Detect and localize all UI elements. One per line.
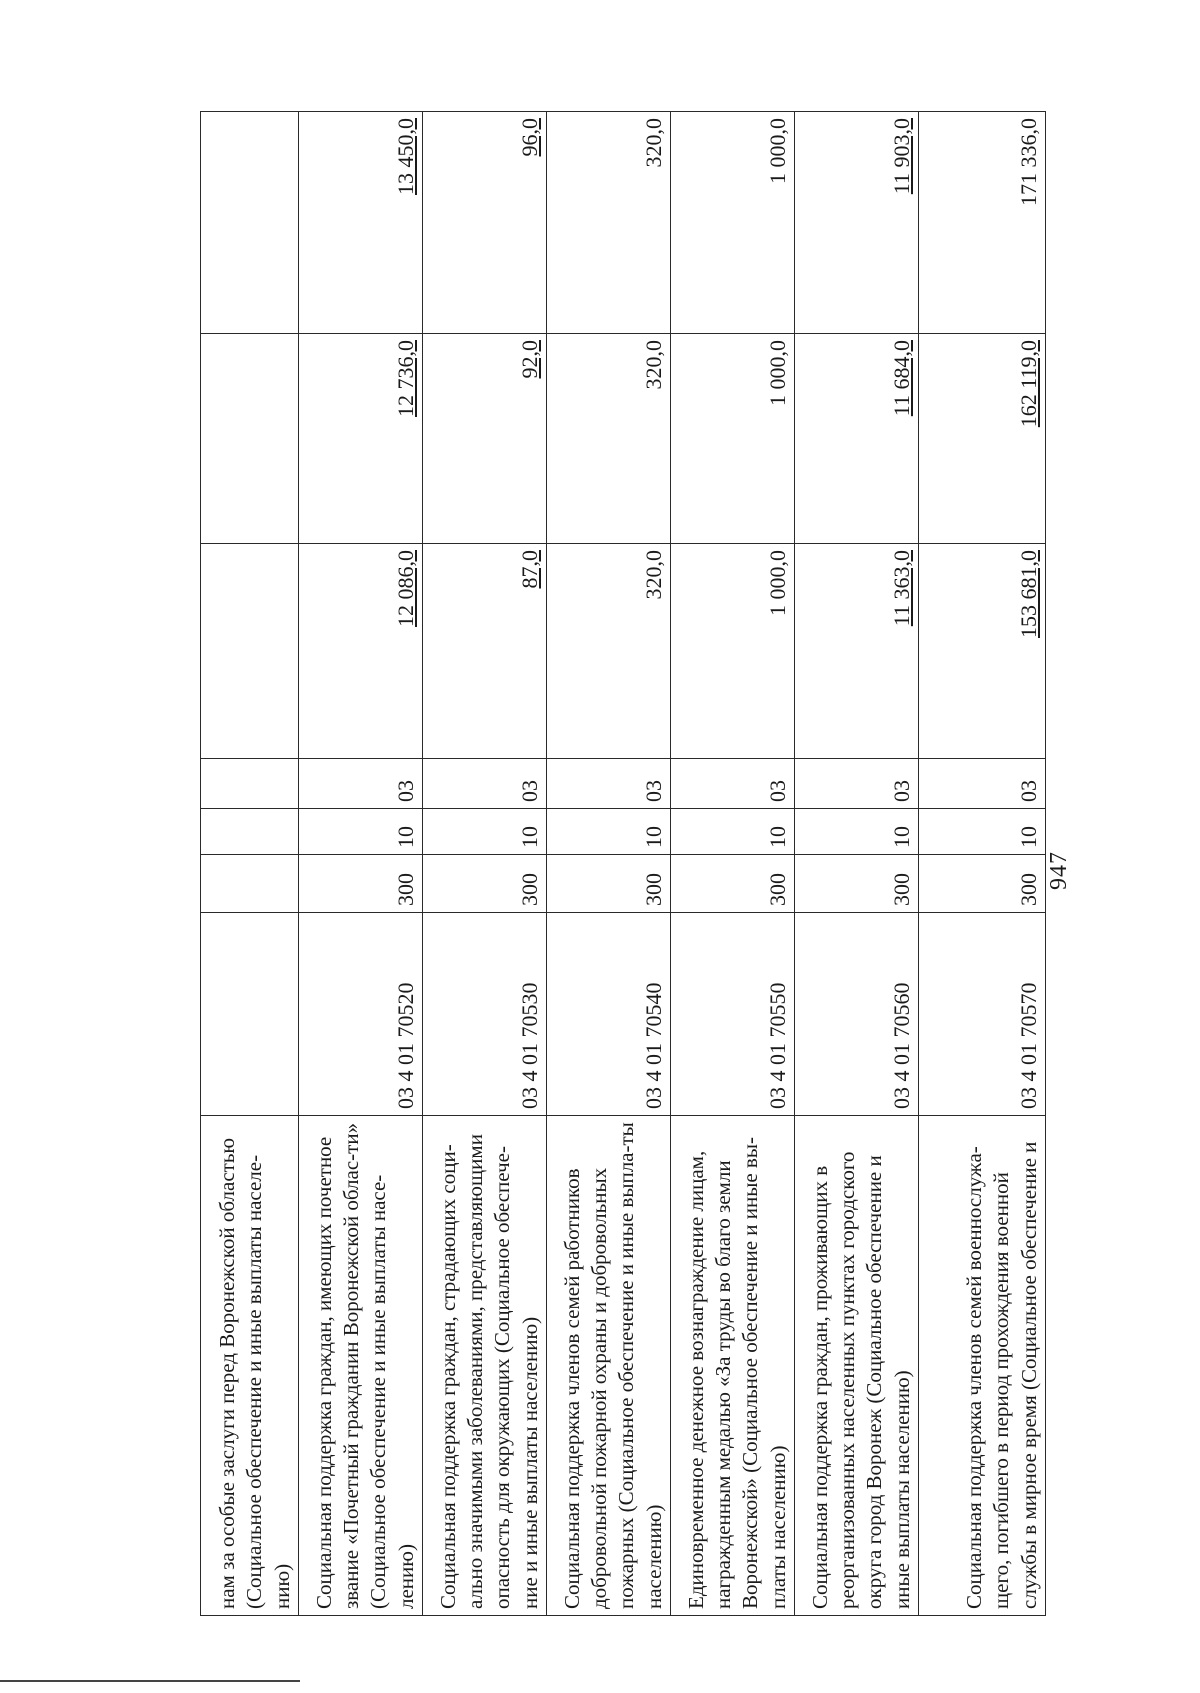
- row-name: Социальная поддержка граждан, страдающих соци-ально значимыми заболеваниями, представляющими опасность для окружающих (Социальное обеспече-ние и иные выплаты населению): [423, 1116, 547, 1616]
- program-code: 03 4 01 70570: [919, 913, 1046, 1116]
- program-code: 03 4 01 70560: [795, 913, 919, 1116]
- expense-type: 300: [671, 855, 795, 913]
- amount-year-2: 162 119,0: [919, 334, 1046, 544]
- page-number: 947: [1046, 851, 1072, 890]
- subsection: 03: [795, 759, 919, 809]
- rotated-table-container: [200, 112, 1045, 1616]
- row-name: Социальная поддержка членов семей военнослужа-щего, погибшего в период прохождения военной службы в мирное время (Социальное обеспечение и: [919, 1116, 1046, 1616]
- expense-type: 300: [423, 855, 547, 913]
- table-row: [919, 112, 1046, 1616]
- subsection: [201, 759, 299, 809]
- expense-type: 300: [547, 855, 671, 913]
- expense-type: 300: [299, 855, 423, 913]
- amount-year-3: [201, 112, 299, 334]
- expense-type: [201, 855, 299, 913]
- amount-year-3: 11 903,0: [795, 112, 919, 334]
- amount-year-1: 153 681,0: [919, 544, 1046, 759]
- table-row: [299, 112, 423, 1616]
- amount-year-1: 87,0: [423, 544, 547, 759]
- table-row: [795, 112, 919, 1616]
- program-code: 03 4 01 70540: [547, 913, 671, 1116]
- table-row: [547, 112, 671, 1616]
- amount-year-3: 320,0: [547, 112, 671, 334]
- subsection: 03: [299, 759, 423, 809]
- amount-year-1: 12 086,0: [299, 544, 423, 759]
- amount-year-2: 1 000,0: [671, 334, 795, 544]
- amount-year-1: [201, 544, 299, 759]
- scan-edge-line: [0, 1680, 300, 1682]
- expense-type: 300: [795, 855, 919, 913]
- amount-year-3: 13 450,0: [299, 112, 423, 334]
- amount-year-1: 11 363,0: [795, 544, 919, 759]
- section: [201, 809, 299, 855]
- program-code: [201, 913, 299, 1116]
- amount-year-2: 11 684,0: [795, 334, 919, 544]
- subsection: 03: [423, 759, 547, 809]
- amount-year-2: 320,0: [547, 334, 671, 544]
- expense-type: 300: [919, 855, 1046, 913]
- amount-year-3: 171 336,0: [919, 112, 1046, 334]
- budget-table: [200, 111, 1046, 1616]
- amount-year-3: 1 000,0: [671, 112, 795, 334]
- table-row: [423, 112, 547, 1616]
- row-name: Единовременное денежное вознаграждение лицам, награжденным медалью «За труды во благо земли Воронежской» (Социальное обеспечение и иные вы-платы населению): [671, 1116, 795, 1616]
- amount-year-1: 320,0: [547, 544, 671, 759]
- row-name: Социальная поддержка граждан, проживающих в реорганизованных населенных пунктах городского округа город Воронеж (Социальное обеспечение и иные выплаты населению): [795, 1116, 919, 1616]
- section: 10: [423, 809, 547, 855]
- section: 10: [547, 809, 671, 855]
- subsection: 03: [671, 759, 795, 809]
- program-code: 03 4 01 70530: [423, 913, 547, 1116]
- row-name: Социальная поддержка членов семей работников добровольной пожарной охраны и добровольных пожарных (Социальное обеспечение и иные выпла-ты населению): [547, 1116, 671, 1616]
- section: 10: [919, 809, 1046, 855]
- amount-year-1: 1 000,0: [671, 544, 795, 759]
- amount-year-3: 96,0: [423, 112, 547, 334]
- subsection: 03: [547, 759, 671, 809]
- amount-year-2: [201, 334, 299, 544]
- program-code: 03 4 01 70550: [671, 913, 795, 1116]
- table-row: [201, 112, 299, 1616]
- row-name: Социальная поддержка граждан, имеющих почетное звание «Почетный гражданин Воронежской облас-ти» (Социальное обеспечение и иные выплаты насе-лению): [299, 1116, 423, 1616]
- program-code: 03 4 01 70520: [299, 913, 423, 1116]
- section: 10: [671, 809, 795, 855]
- section: 10: [299, 809, 423, 855]
- row-name: нам за особые заслуги перед Воронежской областью (Социальное обеспечение и иные выплаты населе-нию): [201, 1116, 299, 1616]
- table-row: [671, 112, 795, 1616]
- amount-year-2: 92,0: [423, 334, 547, 544]
- section: 10: [795, 809, 919, 855]
- subsection: 03: [919, 759, 1046, 809]
- amount-year-2: 12 736,0: [299, 334, 423, 544]
